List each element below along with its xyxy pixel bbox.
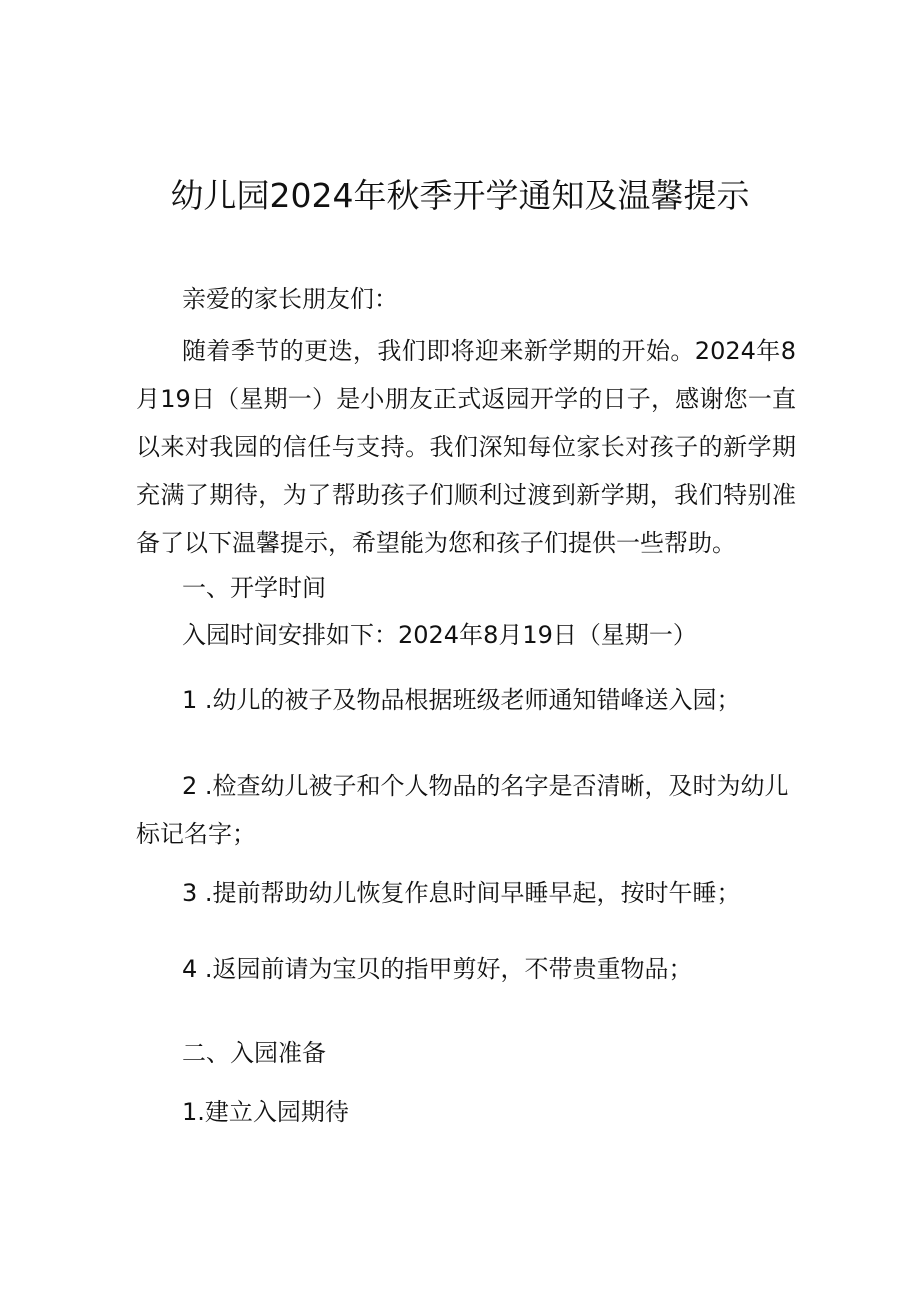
list-item: 3 .提前帮助幼儿恢复作息时间早睡早起，按时午睡； [182, 879, 741, 907]
section-heading-preparation: 二、入园准备 [182, 1039, 326, 1067]
list-item: 1 .幼儿的被子及物品根据班级老师通知错峰送入园； [182, 686, 741, 714]
document-title: 幼儿园2024年秋季开学通知及温馨提示 [170, 176, 750, 215]
list-item: 4 .返园前请为宝贝的指甲剪好，不带贵重物品； [182, 955, 693, 983]
list-item: 1.建立入园期待 [182, 1098, 349, 1126]
intro-paragraph: 随着季节的更迭，我们即将迎来新学期的开始。2024年8月19日（星期一）是小朋友正式返园开学的日子，感谢您一直以来对我园的信任与支持。我们深知每位家长对孩子的新学期充满了期待，为了帮助孩子们顺利过渡到新学期，我们特别准备了以下温馨提示，希望能为您和孩子们提供一些帮助。 [136, 337, 796, 557]
greeting: 亲爱的家长朋友们： [182, 285, 398, 313]
section-heading-start-time: 一、开学时间 [182, 574, 326, 602]
schedule-line: 入园时间安排如下：2024年8月19日（星期一） [182, 621, 697, 649]
list-item: 2 .检查幼儿被子和个人物品的名字是否清晰，及时为幼儿标记名字； [136, 772, 789, 848]
